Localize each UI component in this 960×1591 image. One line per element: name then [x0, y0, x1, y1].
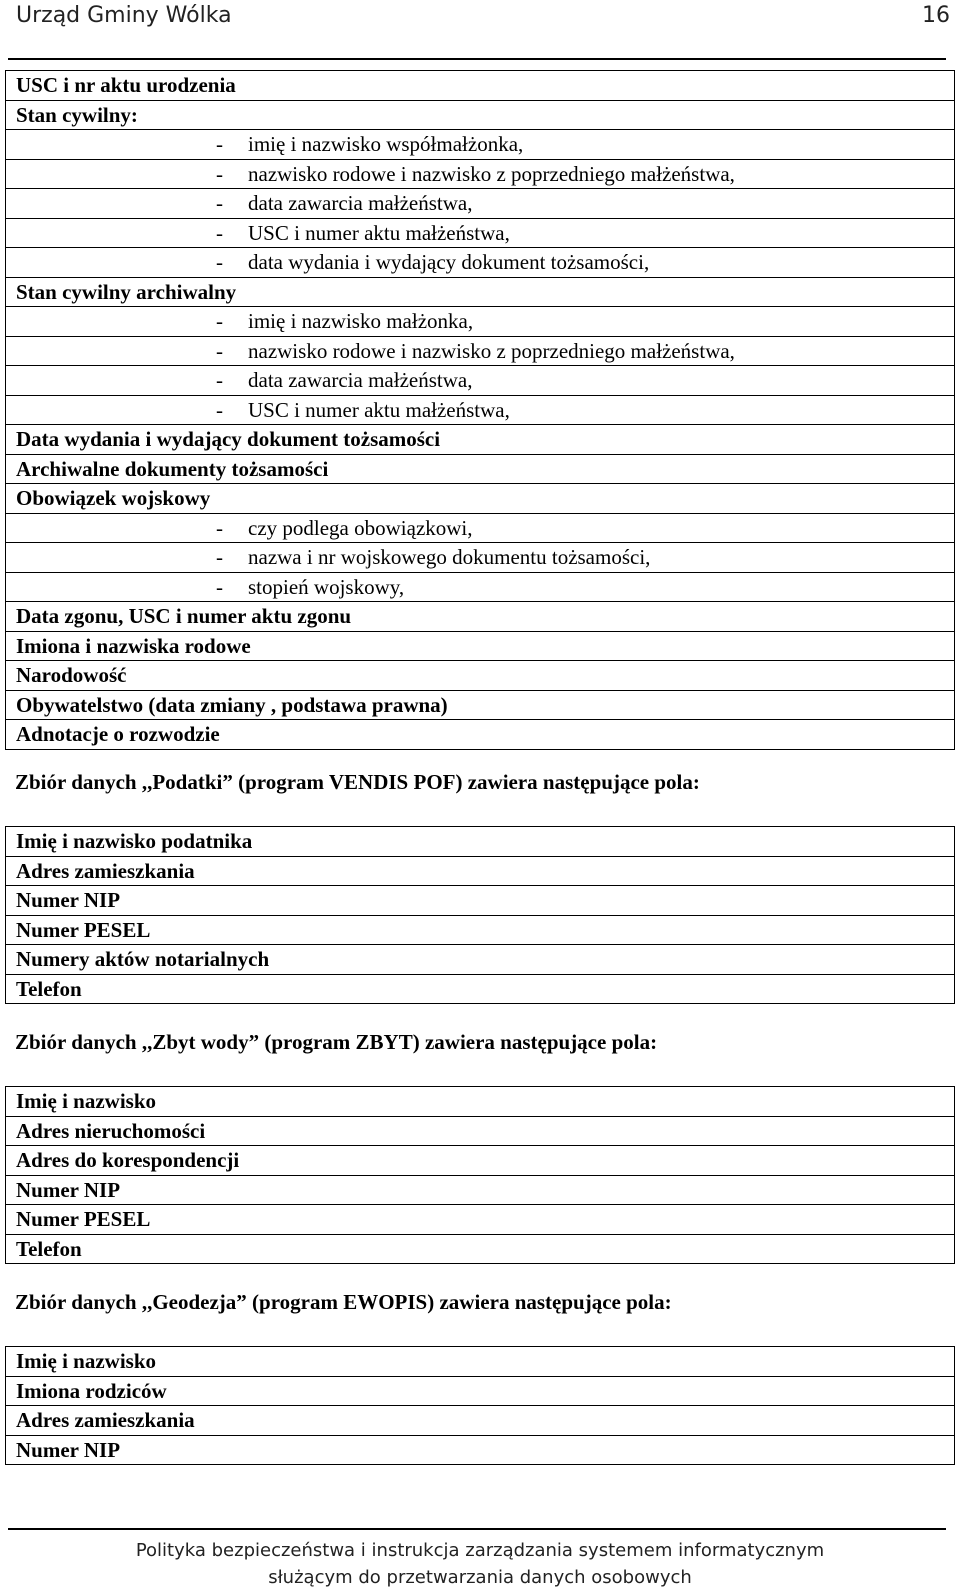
table-row — [6, 543, 955, 573]
table-row — [6, 1406, 955, 1436]
sub-field-item — [6, 513, 955, 543]
field-label: Adres do korespondencji — [6, 1146, 955, 1176]
sub-field-label: imię i nazwisko małżonka, — [248, 309, 474, 334]
table-row — [6, 661, 955, 691]
list-dash: - — [216, 191, 223, 216]
list-dash: - — [216, 220, 223, 245]
sub-field-label: nazwisko rodowe i nazwisko z poprzedniego małżeństwa, — [248, 338, 735, 363]
sub-field-item — [6, 543, 955, 573]
table-row — [6, 1116, 955, 1146]
table-row — [6, 945, 955, 975]
section-title-zbyt-wody: Zbiór danych ,,Zbyt wody” (program ZBYT) zawiera następujące pola: — [15, 1030, 658, 1054]
table-row — [6, 189, 955, 219]
table-row — [6, 277, 955, 307]
sub-field-label: USC i numer aktu małżeństwa, — [248, 397, 510, 422]
table-row — [6, 1175, 955, 1205]
sub-field-label: czy podlega obowiązkowi, — [248, 515, 473, 540]
field-label: Imiona rodziców — [6, 1376, 955, 1406]
sub-field-item — [6, 336, 955, 366]
list-dash: - — [216, 309, 223, 334]
table-row — [6, 248, 955, 278]
table-row — [6, 602, 955, 632]
table-row — [6, 1087, 955, 1117]
table-row — [6, 886, 955, 916]
sub-field-item — [6, 572, 955, 602]
table-row — [6, 130, 955, 160]
field-label: Adres nieruchomości — [6, 1116, 955, 1146]
page-header-title: Urząd Gminy Wólka — [16, 3, 232, 28]
field-label: Stan cywilny: — [6, 100, 955, 130]
sub-field-item — [6, 159, 955, 189]
podatki-fields-table — [5, 826, 955, 1004]
field-label: Imiona i nazwiska rodowe — [6, 631, 955, 661]
table-row — [6, 395, 955, 425]
sub-field-item — [6, 218, 955, 248]
table-row — [6, 572, 955, 602]
table-row — [6, 307, 955, 337]
table-row — [6, 1435, 955, 1465]
sub-field-item — [6, 366, 955, 396]
sub-field-label: USC i numer aktu małżeństwa, — [248, 220, 510, 245]
list-dash: - — [216, 545, 223, 570]
table-row — [6, 159, 955, 189]
field-label: Numer NIP — [6, 1175, 955, 1205]
footer-line-2: służącym do przetwarzania danych osobowych — [268, 1567, 692, 1588]
table-row — [6, 720, 955, 750]
geodezja-fields-table — [5, 1346, 955, 1465]
civil-records-fields-table — [5, 70, 955, 750]
table-row — [6, 425, 955, 455]
sub-field-label: stopień wojskowy, — [248, 574, 405, 599]
sub-field-label: data zawarcia małżeństwa, — [248, 368, 473, 393]
table-row — [6, 336, 955, 366]
sub-field-label: imię i nazwisko współmałżonka, — [248, 132, 524, 157]
table-row — [6, 1146, 955, 1176]
field-label: Narodowość — [6, 661, 955, 691]
field-label: Telefon — [6, 974, 955, 1004]
zbyt-wody-fields-table — [5, 1086, 955, 1264]
table-row — [6, 1376, 955, 1406]
sub-field-item — [6, 307, 955, 337]
list-dash: - — [216, 161, 223, 186]
field-label: Stan cywilny archiwalny — [6, 277, 955, 307]
table-row — [6, 218, 955, 248]
field-label: Numer PESEL — [6, 1205, 955, 1235]
table-row — [6, 1205, 955, 1235]
field-label: Imię i nazwisko — [6, 1087, 955, 1117]
sub-field-item — [6, 395, 955, 425]
table-row — [6, 1347, 955, 1377]
table-row — [6, 366, 955, 396]
list-dash: - — [216, 574, 223, 599]
field-label: Data zgonu, USC i numer aktu zgonu — [6, 602, 955, 632]
table-row — [6, 690, 955, 720]
table-row — [6, 100, 955, 130]
table-row — [6, 631, 955, 661]
field-label: Adnotacje o rozwodzie — [6, 720, 955, 750]
field-label: Imię i nazwisko podatnika — [6, 827, 955, 857]
page-number: 16 — [922, 3, 950, 28]
list-dash: - — [216, 338, 223, 363]
sub-field-label: nazwisko rodowe i nazwisko z poprzedniego małżeństwa, — [248, 161, 735, 186]
table-row — [6, 915, 955, 945]
field-label: Numer NIP — [6, 1435, 955, 1465]
sub-field-item — [6, 248, 955, 278]
section-title-podatki: Zbiór danych ,,Podatki” (program VENDIS POF) zawiera następujące pola: — [15, 770, 700, 794]
field-label: Archiwalne dokumenty tożsamości — [6, 454, 955, 484]
field-label: Obywatelstwo (data zmiany , podstawa prawna) — [6, 690, 955, 720]
sub-field-label: data wydania i wydający dokument tożsamości, — [248, 250, 650, 275]
field-label: Adres zamieszkania — [6, 856, 955, 886]
table-row — [6, 974, 955, 1004]
sub-field-label: data zawarcia małżeństwa, — [248, 191, 473, 216]
field-label: Numer PESEL — [6, 915, 955, 945]
footer-line-1: Polityka bezpieczeństwa i instrukcja zarządzania systemem informatycznym — [135, 1540, 825, 1561]
field-label: Imię i nazwisko — [6, 1347, 955, 1377]
table-row — [6, 454, 955, 484]
list-dash: - — [216, 132, 223, 157]
sub-field-item — [6, 189, 955, 219]
header-divider — [8, 58, 946, 60]
section-title-geodezja: Zbiór danych ,,Geodezja” (program EWOPIS) zawiera następujące pola: — [15, 1290, 672, 1314]
list-dash: - — [216, 397, 223, 422]
list-dash: - — [216, 515, 223, 540]
list-dash: - — [216, 250, 223, 275]
sub-field-label: nazwa i nr wojskowego dokumentu tożsamości, — [248, 545, 651, 570]
field-label: Obowiązek wojskowy — [6, 484, 955, 514]
footer-divider — [8, 1528, 946, 1530]
table-row — [6, 827, 955, 857]
sub-field-item — [6, 130, 955, 160]
list-dash: - — [216, 368, 223, 393]
field-label: Numery aktów notarialnych — [6, 945, 955, 975]
field-label: Adres zamieszkania — [6, 1406, 955, 1436]
table-row — [6, 484, 955, 514]
table-row — [6, 71, 955, 101]
field-label: USC i nr aktu urodzenia — [6, 71, 955, 101]
field-label: Data wydania i wydający dokument tożsamości — [6, 425, 955, 455]
field-label: Telefon — [6, 1234, 955, 1264]
table-row — [6, 856, 955, 886]
table-row — [6, 1234, 955, 1264]
table-row — [6, 513, 955, 543]
field-label: Numer NIP — [6, 886, 955, 916]
